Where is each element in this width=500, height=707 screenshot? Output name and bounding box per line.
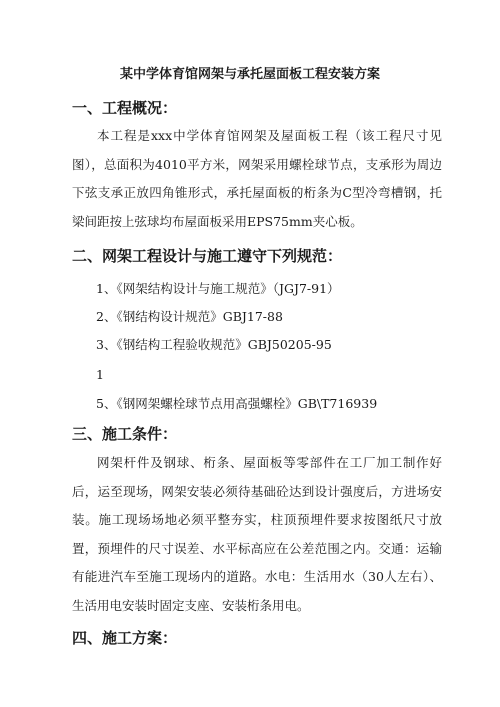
section-heading-plan: 四、施工方案： — [72, 629, 178, 647]
section-heading-overview: 一、工程概况： — [72, 99, 178, 117]
document-title: 某中学体育馆网架与承托屋面板工程安装方案 — [119, 67, 380, 82]
section-heading-conditions: 三、施工条件： — [72, 425, 178, 443]
section-heading-standards: 二、网架工程设计与施工遵守下列规范： — [72, 247, 343, 265]
section-paragraph-conditions: 网架杆件及钢球、桁条、屋面板等零部件在工厂加工制作好后，运至现场，网架安装必须待基础砼达到设计强度后，方进场安装。施工现场场地必须平整夯实，柱顶预埋件要求按图纸尺寸放置，预埋件的尺寸误差、水平标高应在公差范围之内。交通：运输有能进汽车至施工现场内的道路。水电：生活用水（30人左右）、生活用电安装时固定支座、安装桁条用电。 — [72, 455, 442, 613]
list-item: 3、《钢结构工程验收规范》GBJ50205-95 — [96, 337, 332, 352]
list-item: 1、《网架结构设计与施工规范》（JGJ7-91） — [96, 281, 340, 296]
list-item: 1 — [96, 367, 104, 382]
section-paragraph-overview: 本工程是xxx中学体育馆网架及屋面板工程（该工程尺寸见图），总面积为4010平方米，网架采用螺栓球节点，支承形为周边下弦支承正放四角锥形式，承托屋面板的桁条为C型冷弯槽钢，托梁间距按上弦球均布屋面板采用EPS75mm夹心板。 — [72, 128, 442, 229]
list-item: 5、《钢网架螺栓球节点用高强螺栓》GB\T716939 — [96, 396, 378, 411]
list-item: 2、《钢结构设计规范》GBJ17-88 — [96, 309, 283, 324]
